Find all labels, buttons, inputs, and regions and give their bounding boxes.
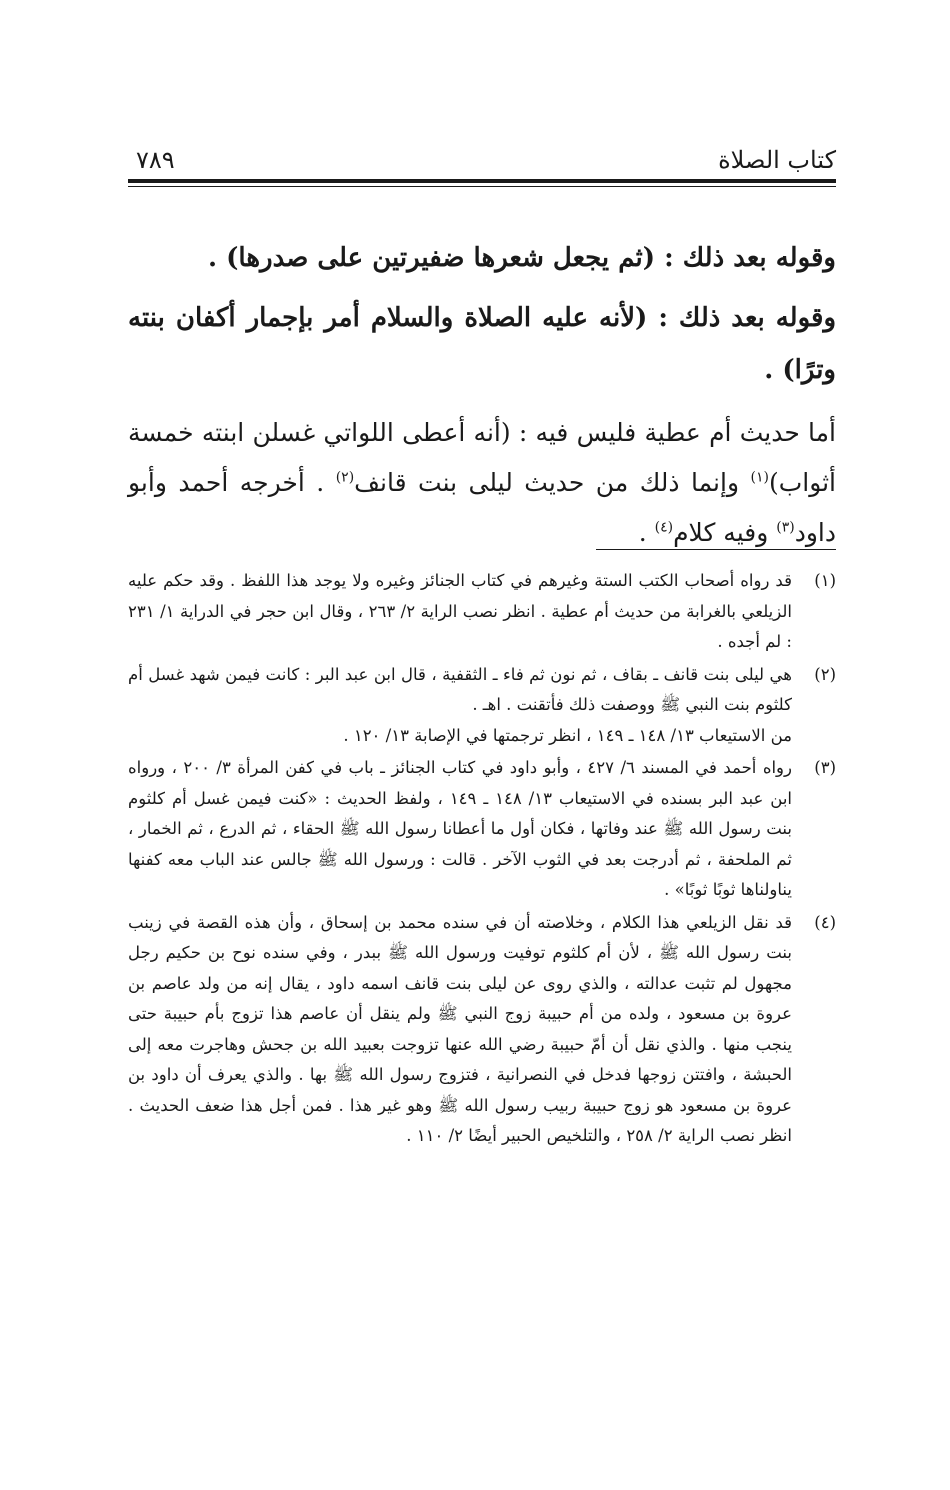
paragraph-3-mid: وإنما ذلك من حديث ليلى بنت قانف (354, 468, 751, 497)
running-header (128, 145, 836, 175)
footnote-text: قد رواه أصحاب الكتب الستة وغيرهم في كتاب الجنائز وغيره ولا يوجد هذا اللفظ . وقد حكم عليه الزيلعي بالغرابة من حديث أم عطية . انظر نصب الراية ٢/ ٢٦٣ ، وقال ابن حجر في الدراية ١/ ٢٣١ : لم أجده . (128, 571, 792, 651)
paragraph-2: وقوله بعد ذلك : (لأنه عليه الصلاة والسلام أمر بإجمار أكفان بنته وترًا) . (128, 303, 836, 385)
footnotes (128, 566, 836, 1154)
main-text (128, 232, 836, 570)
footnote-3 (128, 753, 836, 906)
footnote-1 (128, 566, 836, 658)
footnote-number: (١) (814, 571, 836, 590)
footnote-ref-2[interactable]: (٢) (335, 469, 355, 486)
footnote-text: هي ليلى بنت قانف ـ بقاف ، ثم نون ثم فاء ـ الثقفية ، قال ابن عبد البر : كانت فيمن شهد غسل أم كلثوم بنت النبي ﷺ ووصفت ذلك فأتقنت . اهـ . (128, 664, 792, 714)
chapter-title: كتاب الصلاة (718, 146, 836, 174)
paragraph-3-intro: أما حديث أم عطية فليس فيه : (أنه أعطى اللواتي غسلن ابنته خمسة أثواب) (128, 418, 837, 497)
footnote-number: (٢) (814, 664, 836, 684)
paragraph-3-mid2: . أخرجه أحمد وأبو داود (128, 468, 836, 547)
footnote-text: قد نقل الزيلعي هذا الكلام ، وخلاصته أن في سنده محمد بن إسحاق ، وأن هذه القصة في زينب بنت رسول الله ﷺ ، لأن أم كلثوم توفيت ورسول الله ﷺ ببدر ، وفي سنده نوح بن حكيم رجل مجهول لم تثبت عدالته ، والذي روى عن ليلى بنت قانف اسمه داود ، يقال إنه من ولد عاصم بن عروة بن مسعود ، ولده من أم حبيبة زوج النبي ﷺ ولم ينقل أن عاصم هذا تزوج بأم حبيبة حتى ينجب منها . والذي نقل أن أمّ حبيبة رضي الله عنها تزوجت بعبيد الله بن جحش وهاجرت معه إلى الحبشة ، وافتتن زوجها فدخل في النصرانية ، فتزوج رسول الله ﷺ بها . والذي يعرف أن داود بن عروة بن مسعود هو زوج حبيبة ربيب رسول الله ﷺ وهو غير هذا . فمن أجل هذا ضعف الحديث . انظر نصب الراية ٢/ ٢٥٨ ، والتلخيص الحبير أيضًا ٢/ ١١٠ . (128, 912, 792, 1145)
header-rule-thick (128, 179, 836, 183)
header-rule-thin (128, 186, 836, 187)
paragraph-1: وقوله بعد ذلك : (ثم يجعل شعرها ضفيرتين على صدرها) . (208, 243, 836, 273)
page-number: ٧٨٩ (136, 146, 175, 174)
footnote-4 (128, 908, 836, 1152)
footnote-ref-3[interactable]: (٣) (776, 519, 795, 536)
footnote-ref-4[interactable]: (٤) (654, 519, 674, 536)
paragraph-3-end: . (638, 518, 655, 547)
footnote-2 (128, 660, 836, 752)
footnote-text: رواه أحمد في المسند ٦/ ٤٢٧ ، وأبو داود في كتاب الجنائز ـ باب في كفن المرأة ٣/ ٢٠٠ ، ورواه ابن عبد البر بسنده في الاستيعاب ١٣/ ١٤٨ ـ ١٤٩ ، ولفظ الحديث : «كنت فيمن غسل أم كلثوم بنت رسول الله ﷺ عند وفاتها ، فكان أول ما أعطانا رسول الله ﷺ الحقاء ، ثم الدرع ، ثم الخمار ، ثم الملحفة ، ثم أدرجت بعد في الثوب الآخر . قالت : ورسول الله ﷺ جالس عند الباب معه كفنها يناولناها ثوبًا ثوبًا» . (128, 758, 793, 899)
paragraph-3 (128, 408, 836, 558)
paragraph-3-mid3: وفيه كلام (673, 518, 777, 547)
footnote-separator (596, 549, 836, 550)
footnote-number: (٤) (814, 912, 836, 932)
footnote-number: (٣) (814, 758, 836, 777)
footnote-ref-1[interactable]: (١) (750, 469, 769, 486)
footnote-source: من الاستيعاب ١٣/ ١٤٨ ـ ١٤٩ ، انظر ترجمتها في الإصابة ١٣/ ١٢٠ . (343, 725, 792, 745)
